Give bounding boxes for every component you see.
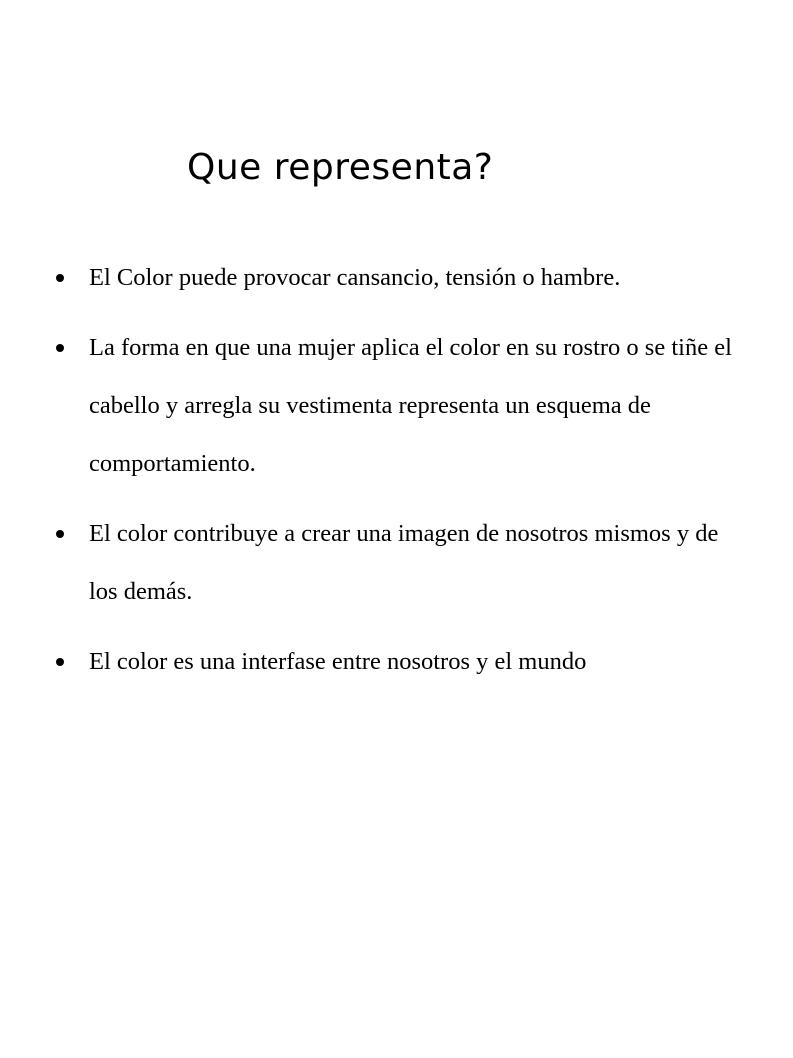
bullet-item bbox=[52, 633, 752, 691]
bullet-text: El color contribuye a crear una imagen de nosotros mismos y de los demás. bbox=[89, 520, 719, 605]
page-title: Que representa? bbox=[187, 147, 494, 188]
bullet-dot-icon bbox=[56, 344, 64, 352]
bullet-item bbox=[52, 505, 752, 621]
bullet-dot-icon bbox=[56, 274, 64, 282]
bullet-dot-icon bbox=[56, 530, 64, 538]
bullet-list bbox=[52, 249, 752, 703]
bullet-text: La forma en que una mujer aplica el color en su rostro o se tiñe el cabello y arregla su vestimenta representa un esquema de comportamiento. bbox=[89, 334, 732, 477]
bullet-dot-icon bbox=[56, 658, 64, 666]
bullet-item bbox=[52, 319, 752, 493]
bullet-text: El Color puede provocar cansancio, tensión o hambre. bbox=[89, 264, 621, 291]
bullet-item bbox=[52, 249, 752, 307]
bullet-text: El color es una interfase entre nosotros y el mundo bbox=[89, 648, 587, 675]
